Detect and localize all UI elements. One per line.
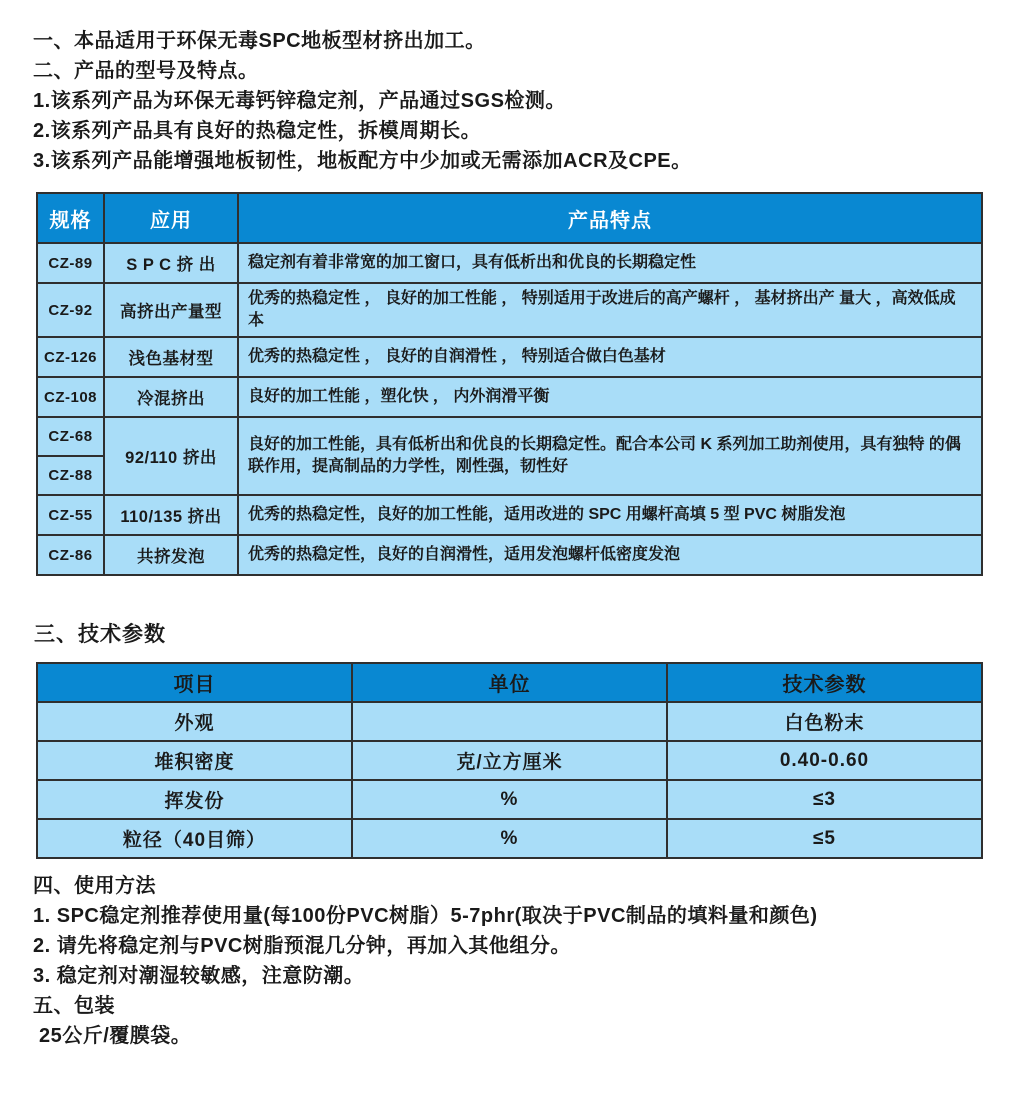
application-cell: 110/135 挤出 [104,495,238,535]
usage-line-3: 3. 稳定剂对潮湿较敏感，注意防潮。 [33,965,365,987]
products-table [36,192,983,576]
spec-cell: CZ-89 [37,243,104,283]
header-item: 项目 [37,663,352,702]
spec-cell: CZ-86 [37,535,104,575]
product-row [37,535,982,575]
tech-table-header-row [37,663,982,702]
application-cell: S P C 挤 出 [104,243,238,283]
product-row [37,417,982,456]
tech-table-body [37,702,982,858]
value-cell: ≤3 [667,780,982,819]
header-parameter: 技术参数 [667,663,982,702]
usage-section [33,871,983,991]
packaging-section [33,991,983,1051]
product-row [37,495,982,535]
header-features: 产品特点 [238,193,982,243]
item-cell: 挥发份 [37,780,352,819]
value-cell: ≤5 [667,819,982,858]
application-cell: 共挤发泡 [104,535,238,575]
intro-line-3: 1.该系列产品为环保无毒钙锌稳定剂，产品通过SGS检测。 [33,90,566,112]
intro-line-1: 一、本品适用于环保无毒SPC地板型材挤出加工。 [33,30,486,52]
tech-row [37,741,982,780]
features-cell: 优秀的热稳定性 ， 良好的自润滑性 ， 特别适合做白色基材 [238,337,982,377]
tech-row [37,780,982,819]
tech-section-heading: 三、技术参数 [34,623,166,646]
unit-cell: % [352,780,667,819]
packaging-heading: 五、包装 [33,995,115,1017]
application-cell: 92/110 挤出 [104,417,238,495]
tech-table [36,662,983,859]
item-cell: 外观 [37,702,352,741]
product-row [37,283,982,337]
features-cell: 稳定剂有着非常宽的加工窗口，具有低析出和优良的长期稳定性 [238,243,982,283]
intro-line-2: 二、产品的型号及特点。 [33,60,259,82]
product-row [37,337,982,377]
features-cell: 优秀的热稳定性，良好的自润滑性，适用发泡螺杆低密度发泡 [238,535,982,575]
spec-cell: CZ-55 [37,495,104,535]
usage-heading: 四、使用方法 [33,875,156,897]
item-cell: 粒径（40目筛） [37,819,352,858]
intro-line-5: 3.该系列产品能增强地板韧性，地板配方中少加或无需添加ACR及CPE。 [33,150,692,172]
header-unit: 单位 [352,663,667,702]
tech-row [37,819,982,858]
products-table-header-row [37,193,982,243]
spec-cell: CZ-126 [37,337,104,377]
value-cell: 白色粉末 [667,702,982,741]
unit-cell [352,702,667,741]
products-table-body [37,243,982,575]
product-row [37,377,982,417]
unit-cell: % [352,819,667,858]
value-cell: 0.40-0.60 [667,741,982,780]
features-cell: 良好的加工性能，具有低析出和优良的长期稳定性。配合本公司 K 系列加工助剂使用，具有独特 的偶联作用，提高制品的力学性，刚性强，韧性好 [238,417,982,495]
product-row [37,243,982,283]
packaging-line: 25公斤/覆膜袋。 [39,1025,192,1047]
intro-line-4: 2.该系列产品具有良好的热稳定性，拆模周期长。 [33,120,482,142]
features-cell: 优秀的热稳定性，良好的加工性能，适用改进的 SPC 用螺杆高填 5 型 PVC 树脂发泡 [238,495,982,535]
header-spec: 规格 [37,193,104,243]
spec-cell: CZ-88 [37,456,104,495]
intro-block [33,26,983,176]
spec-cell: CZ-92 [37,283,104,337]
usage-line-1: 1. SPC稳定剂推荐使用量(每100份PVC树脂）5-7phr(取决于PVC制品的填料量和颜色) [33,905,818,927]
application-cell: 冷混挤出 [104,377,238,417]
application-cell: 高挤出产量型 [104,283,238,337]
item-cell: 堆积密度 [37,741,352,780]
unit-cell: 克/立方厘米 [352,741,667,780]
features-cell: 优秀的热稳定性 ， 良好的加工性能 ， 特别适用于改进后的高产螺杆 ， 基材挤出产 量大 ，高效低成本 [238,283,982,337]
header-application: 应用 [104,193,238,243]
spec-cell: CZ-108 [37,377,104,417]
spec-cell: CZ-68 [37,417,104,456]
application-cell: 浅色基材型 [104,337,238,377]
usage-line-2: 2. 请先将稳定剂与PVC树脂预混几分钟，再加入其他组分。 [33,935,571,957]
features-cell: 良好的加工性能 ，塑化快 ， 内外润滑平衡 [238,377,982,417]
tech-row [37,702,982,741]
